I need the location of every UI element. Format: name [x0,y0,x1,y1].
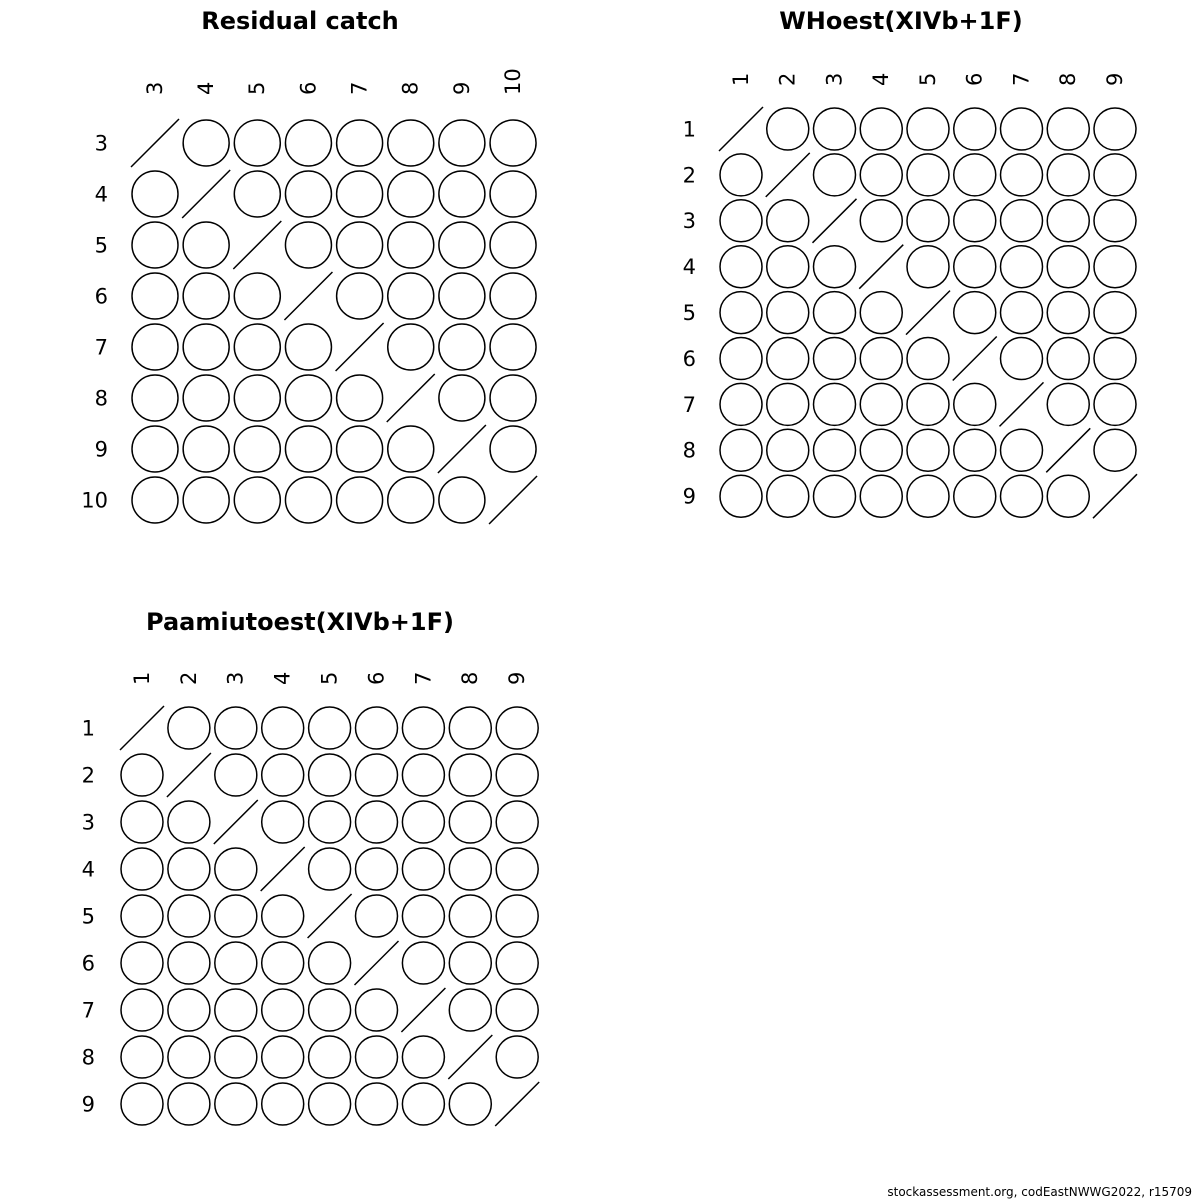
correlation-circle [337,120,383,166]
correlation-circle [262,1036,304,1078]
correlation-circle [337,222,383,268]
correlation-circle [402,848,444,890]
plot-title: Residual catch [201,7,399,35]
row-tick-label: 7 [81,998,95,1023]
col-tick-label: 8 [458,671,483,685]
diagonal-slash [261,847,305,891]
correlation-circle [183,120,229,166]
correlation-circle [490,222,536,268]
correlation-circle [309,848,351,890]
col-tick-label: 3 [142,81,167,95]
correlation-circle [1001,108,1043,150]
correlation-circle [132,222,178,268]
correlation-circle [814,383,856,425]
correlation-circle [1001,429,1043,471]
correlation-circle [767,246,809,288]
correlation-circle [1094,429,1136,471]
correlation-circle [215,989,257,1031]
diagonal-slash [1046,428,1090,472]
correlation-circle [168,1036,210,1078]
diagonal-slash [448,1035,492,1079]
row-tick-label: 9 [682,484,696,509]
correlation-circle [490,171,536,217]
correlation-circle [496,895,538,937]
correlation-circle [132,324,178,370]
correlation-circle [262,707,304,749]
correlation-circle [309,942,351,984]
correlation-circle [907,108,949,150]
correlation-circle [262,989,304,1031]
correlation-circle [215,895,257,937]
diagonal-slash [766,153,810,197]
col-tick-label: 3 [822,72,847,86]
correlation-circle [309,801,351,843]
correlation-circle [1094,246,1136,288]
correlation-circle [309,754,351,796]
correlation-circle [234,120,280,166]
col-tick-label: 7 [347,81,372,95]
correlation-circle [860,475,902,517]
correlation-circle [496,801,538,843]
row-tick-label: 2 [682,163,696,188]
correlation-circle [1094,383,1136,425]
row-tick-label: 1 [682,117,696,142]
correlation-circle [285,426,331,472]
col-tick-label: 10 [500,68,525,95]
row-tick-label: 3 [81,810,95,835]
correlation-circle [337,375,383,421]
correlation-circle [132,477,178,523]
correlation-circle [907,429,949,471]
correlation-circle [1047,475,1089,517]
correlation-circle [388,222,434,268]
correlation-circle [215,1083,257,1125]
correlation-circle [1001,338,1043,380]
correlation-circle [814,429,856,471]
correlation-circle [496,989,538,1031]
diagonal-slash [906,291,950,335]
col-tick-label: 7 [411,671,436,685]
correlation-circle [356,801,398,843]
correlation-circle [234,171,280,217]
diagonal-slash [719,107,763,151]
correlation-circle [767,108,809,150]
correlation-circle [356,754,398,796]
diagonal-slash [489,476,537,524]
col-tick-label: 4 [270,671,295,685]
row-tick-label: 4 [81,857,95,882]
correlation-circle [234,273,280,319]
correlation-circle [496,754,538,796]
correlation-circle [490,120,536,166]
correlation-circle [1047,338,1089,380]
col-tick-label: 5 [245,81,270,95]
col-tick-label: 9 [449,81,474,95]
diagonal-slash [120,706,164,750]
correlation-circle [262,942,304,984]
diagonal-slash [401,988,445,1032]
correlation-circle [234,375,280,421]
correlation-circle [309,707,351,749]
diagonal-slash [214,800,258,844]
col-tick-label: 4 [194,81,219,95]
row-tick-label: 6 [682,346,696,371]
diagonal-slash [284,272,332,320]
correlation-circle [183,222,229,268]
correlation-circle [439,171,485,217]
row-tick-label: 5 [682,300,696,325]
correlation-circle [767,429,809,471]
correlation-circle [388,120,434,166]
correlation-circle [309,1083,351,1125]
diagonal-slash [1000,382,1044,426]
correlation-circle [121,848,163,890]
correlation-circle [262,801,304,843]
correlation-circle [356,848,398,890]
correlation-circle [767,475,809,517]
correlation-circle [814,108,856,150]
row-tick-label: 5 [94,233,108,258]
correlation-circle [814,475,856,517]
correlation-circle [954,154,996,196]
correlation-circle [449,801,491,843]
correlation-circle [183,324,229,370]
correlation-circle [132,426,178,472]
correlation-circle [215,707,257,749]
diagonal-slash [813,199,857,243]
correlation-circle [490,324,536,370]
correlation-circle [1001,246,1043,288]
correlation-circle [449,989,491,1031]
row-tick-label: 8 [94,386,108,411]
correlation-circle [496,1036,538,1078]
correlation-circle [860,108,902,150]
correlation-circle [1047,200,1089,242]
correlation-circle [767,338,809,380]
diagonal-slash [1093,474,1137,518]
correlation-circle [907,154,949,196]
correlation-circle [121,989,163,1031]
correlation-circle [1094,338,1136,380]
correlation-circle [449,895,491,937]
correlation-circle [132,273,178,319]
col-tick-label: 6 [296,81,321,95]
correlation-circle [1094,292,1136,334]
correlation-circle [356,1036,398,1078]
diagonal-slash [953,337,997,381]
row-tick-label: 3 [682,209,696,234]
correlation-circle [285,171,331,217]
correlation-circle [720,200,762,242]
row-tick-label: 6 [94,284,108,309]
col-tick-label: 2 [176,671,201,685]
correlation-circle [720,246,762,288]
correlation-circle [388,273,434,319]
correlation-circle [356,895,398,937]
correlation-circle [388,477,434,523]
row-tick-label: 2 [81,763,95,788]
correlation-circle [954,200,996,242]
correlation-circle [954,429,996,471]
col-tick-label: 1 [728,72,753,86]
row-tick-label: 7 [94,335,108,360]
correlation-circle [356,989,398,1031]
correlation-circle [720,154,762,196]
correlation-circle [1001,154,1043,196]
correlation-circle [439,273,485,319]
plot-residual-catch [81,7,537,524]
correlation-circle [449,942,491,984]
correlation-circle [449,1083,491,1125]
correlation-circle [402,1036,444,1078]
diagonal-slash [355,941,399,985]
col-tick-label: 2 [775,72,800,86]
correlation-circle [1047,292,1089,334]
col-tick-label: 7 [1009,72,1034,86]
correlation-circle [309,1036,351,1078]
correlation-circle [132,375,178,421]
correlation-circle [907,383,949,425]
correlation-circle [183,375,229,421]
correlation-circle [132,171,178,217]
correlation-circle [356,1083,398,1125]
correlation-circle [262,754,304,796]
correlation-circle [439,477,485,523]
correlation-circle [168,942,210,984]
correlation-circle [356,707,398,749]
correlation-circle [262,1083,304,1125]
row-tick-label: 9 [94,437,108,462]
correlation-circle [337,171,383,217]
correlation-circle [954,246,996,288]
correlation-circle [121,1083,163,1125]
correlation-circle [907,246,949,288]
correlation-circle [860,292,902,334]
correlation-circle [496,707,538,749]
col-tick-label: 8 [1056,72,1081,86]
correlation-circle [720,383,762,425]
correlation-circle [1047,383,1089,425]
diagonal-slash [387,374,435,422]
row-tick-label: 4 [682,255,696,280]
diagonal-slash [859,245,903,289]
correlation-circle [720,475,762,517]
row-tick-label: 4 [94,182,108,207]
correlation-circle [168,801,210,843]
correlation-circle [285,375,331,421]
correlation-circle [954,292,996,334]
correlation-circle [388,324,434,370]
correlation-circle [814,292,856,334]
correlation-circle [234,477,280,523]
col-tick-label: 9 [505,671,530,685]
col-tick-label: 6 [364,671,389,685]
correlation-circle [449,848,491,890]
correlation-circle [168,1083,210,1125]
diagonal-slash [336,323,384,371]
col-tick-label: 5 [317,671,342,685]
correlation-circle [496,848,538,890]
plot-title: WHoest(XIVb+1F) [779,7,1023,35]
correlation-circle [337,426,383,472]
correlation-circle [402,1083,444,1125]
correlation-circle [402,895,444,937]
correlation-circle [388,426,434,472]
correlation-circle [496,942,538,984]
plot-paamiutoest-xivb-1f [82,608,540,1126]
correlation-circle [439,222,485,268]
correlation-circle [215,848,257,890]
correlation-circle [860,200,902,242]
correlation-circle [720,292,762,334]
correlation-circle [121,801,163,843]
correlation-circle [388,171,434,217]
plot-whoest-xivb-1f [683,7,1137,518]
correlation-circle [907,200,949,242]
correlation-circle [285,222,331,268]
correlation-circle [767,383,809,425]
diagonal-slash [438,425,486,473]
correlation-circle [490,426,536,472]
row-tick-label: 9 [81,1092,95,1117]
diagonal-slash [131,119,179,167]
correlation-circle [215,754,257,796]
correlation-circle [1047,108,1089,150]
correlation-circle [439,324,485,370]
correlation-circle [234,426,280,472]
diagonal-slash [182,170,230,218]
col-tick-label: 9 [1102,72,1127,86]
correlation-circle [860,429,902,471]
correlation-circle [402,801,444,843]
credit-text: stockassessment.org, codEastNWWG2022, r15709 [887,1185,1192,1199]
row-tick-label: 10 [81,488,108,513]
correlation-circle [767,292,809,334]
correlation-circle [309,989,351,1031]
correlation-circle [767,200,809,242]
correlation-circle [183,273,229,319]
correlation-circle [439,120,485,166]
correlation-circle [183,426,229,472]
correlation-circle [954,383,996,425]
row-tick-label: 8 [81,1045,95,1070]
correlation-circle [285,324,331,370]
correlation-circle [814,154,856,196]
col-tick-label: 5 [915,72,940,86]
correlation-circle [439,375,485,421]
correlation-circle [285,120,331,166]
correlation-circle [337,273,383,319]
correlation-circle [720,429,762,471]
correlation-circle [402,707,444,749]
col-tick-label: 3 [223,671,248,685]
correlation-circle [954,475,996,517]
correlation-circle [490,273,536,319]
correlation-circle [121,1036,163,1078]
correlation-circle [183,477,229,523]
row-tick-label: 7 [682,392,696,417]
correlation-circle [168,989,210,1031]
correlation-circle [814,338,856,380]
col-tick-label: 6 [962,72,987,86]
correlation-circle [1047,246,1089,288]
correlation-circle [262,895,304,937]
row-tick-label: 8 [682,438,696,463]
row-tick-label: 1 [81,716,95,741]
correlation-circle [1094,154,1136,196]
correlation-circle [215,1036,257,1078]
correlation-circle [954,108,996,150]
correlation-circle [490,375,536,421]
col-tick-label: 1 [129,671,154,685]
row-tick-label: 6 [81,951,95,976]
diagonal-slash [167,753,211,797]
row-tick-label: 5 [81,904,95,929]
correlation-circle [1001,200,1043,242]
plot-title: Paamiutoest(XIVb+1F) [146,608,454,636]
row-tick-label: 3 [94,131,108,156]
col-tick-label: 4 [869,72,894,86]
col-tick-label: 8 [398,81,423,95]
correlation-circle [449,707,491,749]
correlation-circle [860,338,902,380]
correlation-circle [168,707,210,749]
correlation-circle [121,942,163,984]
correlation-circle [337,477,383,523]
correlation-circle [860,383,902,425]
correlation-circle [168,895,210,937]
correlation-circle [402,754,444,796]
correlation-circle [1094,200,1136,242]
correlation-circle [814,246,856,288]
correlation-circle [907,338,949,380]
correlation-circle [720,338,762,380]
correlation-circle [285,477,331,523]
diagonal-slash [308,894,352,938]
correlation-circle [449,754,491,796]
correlation-circle [1001,475,1043,517]
correlation-circle [215,942,257,984]
correlation-circle [234,324,280,370]
diagonal-slash [495,1082,539,1126]
correlation-circle [168,848,210,890]
correlation-circle [121,895,163,937]
correlation-circle [121,754,163,796]
correlation-circle [907,475,949,517]
correlation-circle [1094,108,1136,150]
diagonal-slash [233,221,281,269]
correlation-circle [860,154,902,196]
correlation-circle [402,942,444,984]
correlation-circle [1001,292,1043,334]
correlation-circle [1047,154,1089,196]
